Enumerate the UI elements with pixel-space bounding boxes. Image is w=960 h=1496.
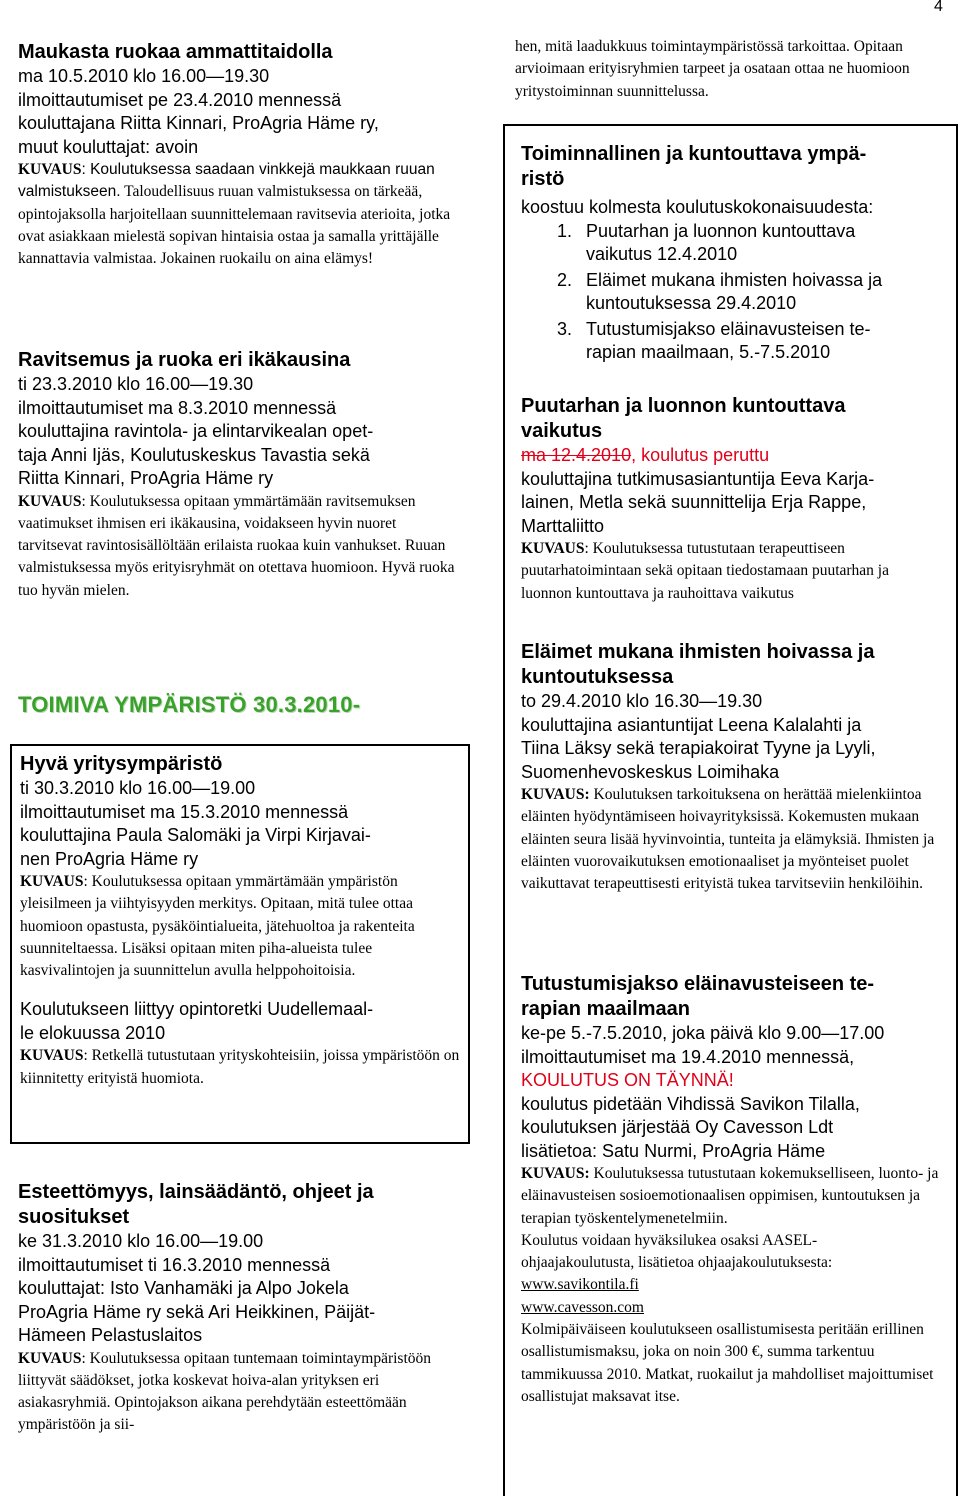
- course-title: Maukasta ruokaa ammattitaidolla: [18, 41, 333, 63]
- full-notice: KOULUTUS ON TÄYNNÄ!: [521, 1070, 734, 1090]
- course-tutustumisjakso: [521, 972, 951, 1408]
- desc-text: Taloudellisuus ruuan valmistuksessa on tärkeää, opintojaksolla harjoitellaan suunnittelemaan ravitsevia aterioita, jotka ovat asiakkaan mielestä sopivan hintaisia ostaa ja samalla yrittäjälle kannattavia valmistaa. Jokainen ruokailu on aina elämys!: [18, 183, 451, 268]
- course-meta-line: taja Anni Ijäs, Koulutuskeskus Tavastia sekä: [18, 444, 370, 465]
- course-title: Esteettömyys, lainsäädäntö, ohjeet ja suositukset: [18, 1181, 374, 1228]
- course-title: Eläimet mukana ihmisten hoivassa ja: [521, 641, 875, 663]
- course-meta-line: koulutus pidetään Vihdissä Savikon Tilalla,: [521, 1093, 860, 1114]
- desc-label: KUVAUS:: [521, 786, 590, 803]
- desc-lead: : Koulutuksessa saadaan vinkkejä maukkaan ruuan valmistukseen.: [18, 161, 435, 201]
- section-heading-toimiva: TOIMIVA YMPÄRISTÖ 30.3.2010-: [18, 692, 361, 717]
- course-meta-line: nen ProAgria Häme ry: [20, 848, 199, 869]
- cancellation-notice: [521, 444, 951, 468]
- course-title: Hyvä yritysympäristö: [20, 753, 223, 775]
- excursion-line: le elokuussa 2010: [20, 1022, 166, 1043]
- program-subtitle: koostuu kolmesta koulutuskokonaisuudesta:: [521, 197, 874, 217]
- course-description: [521, 538, 941, 605]
- list-item: [521, 318, 951, 365]
- item-line: Eläimet mukana ihmisten hoivassa ja: [586, 269, 883, 290]
- course-meta-line: Marttaliitto: [521, 515, 605, 536]
- page-number: 4: [934, 0, 943, 15]
- desc-label: KUVAUS: [18, 161, 82, 178]
- desc-label: KUVAUS: [18, 492, 82, 510]
- course-meta-line: ilmoittautumiset pe 23.4.2010 mennessä: [18, 89, 342, 110]
- accreditation-note: Koulutus voidaan hyväksilukea osaksi AASEL-ohjaajakoulutusta, lisätietoa ohjaajakoulutuksesta:: [521, 1231, 833, 1272]
- course-description: [18, 1348, 433, 1437]
- desc-label: KUVAUS: [18, 1349, 82, 1367]
- cancelled-text: , koulutus peruttu: [631, 445, 770, 465]
- item-line: Puutarhan ja luonnon kuntouttava: [586, 220, 856, 241]
- course-meta-line: ilmoittautumiset ma 15.3.2010 mennessä: [20, 801, 349, 822]
- course-meta-line: kouluttajana Riitta Kinnari, ProAgria Häme ry,: [18, 113, 379, 133]
- course-meta-line: Suomenhevoskeskus Loimihaka: [521, 761, 780, 782]
- cancelled-date: ma 12.4.2010: [521, 445, 632, 465]
- course-title: rapian maailmaan: [521, 998, 690, 1020]
- fee-note: Kolmipäiväiseen koulutukseen osallistumisesta peritään erillinen osallistumismaksu, joka on noin 300 €, summa tarkentuu tammikuussa 2010. Matkat, ruokailut ja mahdolliset majoittumiset osallistujat maksavat itse.: [521, 1321, 934, 1405]
- course-hyva: [20, 752, 460, 1090]
- link-text[interactable]: www.savikontila.fi: [521, 1276, 639, 1294]
- desc-text: Koulutuksen tarkoituksena on herättää mielenkiintoa eläinten hyödyntämiseen hoivayrityksissä. Kokemusten mukaan eläinten seura lisää hyvinvointia, tunteita ja elämyksiä. Ihmisten ja eläinten vuorovaikutuksen emotionaaliset ja myönteiset puolet vaikuttavat terapeuttisesti erityistä tukea tarvitseviin henkilöihin.: [521, 786, 935, 893]
- course-meta-line: to 29.4.2010 klo 16.30—19.30: [521, 691, 763, 711]
- course-title: Puutarhan ja luonnon kuntouttava: [521, 395, 846, 417]
- course-meta-line: ilmoittautumiset ma 19.4.2010 mennessä,: [521, 1046, 855, 1067]
- item-line: rapian maailmaan, 5.-7.5.2010: [586, 342, 831, 362]
- desc-text: : Retkellä tutustutaan yrityskohteisiin, joissa ympäristöön on kiinnitetty erityistä huomiota.: [20, 1047, 460, 1087]
- course-description: [18, 491, 458, 602]
- course-elaimet: [521, 640, 951, 895]
- course-meta-line: ilmoittautumiset ma 8.3.2010 mennessä: [18, 397, 337, 418]
- program-rehabilitative: [521, 142, 951, 367]
- course-meta-line: muut kouluttajat: avoin: [18, 136, 199, 157]
- course-description: [20, 871, 460, 982]
- course-meta-line: ke-pe 5.-7.5.2010, joka päivä klo 9.00—17.00: [521, 1023, 885, 1043]
- course-meta-line: kouluttajat: Isto Vanhamäki ja Alpo Jokela: [18, 1278, 349, 1298]
- course-meta-line: Tiina Läksy sekä terapiakoirat Tyyne ja Lyyli,: [521, 738, 876, 758]
- desc-text: : Koulutuksessa opitaan ymmärtämään ravitsemuksen vaatimukset ihmisen eri ikäkausina, voidakseen hyvin nuoret tarvitsevat ravintosisällöltään erilaista ruokaa kuin vanhukset. Ruuan valmistuksessa myös erityisryhmät on otettava huomioon. Hyvä ruoka tuo hyvän mielen.: [18, 492, 455, 599]
- course-description: [18, 159, 458, 270]
- item-number: 3.: [557, 318, 573, 339]
- item-line: vaikutus 12.4.2010: [586, 244, 738, 264]
- course-description: [521, 1163, 941, 1230]
- course-title: Tutustumisjakso eläinavusteiseen te-: [521, 973, 875, 995]
- course-meta-line: kouluttajina Paula Salomäki ja Virpi Kirjavai-: [20, 825, 371, 845]
- course-meta-line: ke 31.3.2010 klo 16.00—19.00: [18, 1231, 264, 1251]
- item-line: kuntoutuksessa 29.4.2010: [586, 293, 797, 313]
- list-item: [521, 220, 951, 267]
- course-puutarha: [521, 394, 951, 605]
- desc-text: : Koulutuksessa tutustutaan terapeuttiseen puutarhatoimintaan sekä opitaan tiedostamaan puutarhan ja luonnon kuntouttava ja rauhoittava vaikutus: [521, 540, 889, 602]
- desc-text: Koulutuksessa tutustutaan kokemukselliseen, luonto- ja eläinavusteisen sosioemotionaalisen oppimisen, kuntoutuksen ja terapian työskentelymenetelmiin.: [521, 1165, 939, 1227]
- course-meta-line: koulutuksen järjestää Oy Cavesson Ldt: [521, 1117, 834, 1137]
- list-item: [521, 269, 951, 316]
- program-title: ristö: [521, 168, 565, 190]
- course-meta-line: kouluttajina ravintola- ja elintarvikealan opet-: [18, 421, 374, 441]
- course-esteettomyys: [18, 1180, 470, 1437]
- course-meta-line: ProAgria Häme ry sekä Ari Heikkinen, Päijät-: [18, 1301, 376, 1322]
- course-meta-line: Riitta Kinnari, ProAgria Häme ry: [18, 468, 274, 488]
- desc-label: KUVAUS:: [521, 1165, 590, 1182]
- course-ravitsemus: [18, 348, 470, 602]
- program-items: [521, 220, 951, 365]
- course-meta-line: ilmoittautumiset ti 16.3.2010 mennessä: [18, 1254, 331, 1275]
- continued-description: hen, mitä laadukkuus toimintaympäristössä tarkoittaa. Opitaan arvioimaan erityisryhmien tarpeet ja osataan ottaa ne huomioon yritystoiminnan suunnittelussa.: [515, 38, 910, 100]
- course-meta-line: kouluttajina asiantuntijat Leena Kalalahti ja: [521, 714, 862, 735]
- course-meta-line: ti 23.3.2010 klo 16.00—19.30: [18, 374, 254, 394]
- item-number: 1.: [557, 220, 573, 241]
- course-meta-line: lisätietoa: Satu Nurmi, ProAgria Häme: [521, 1140, 826, 1161]
- program-title: Toiminnallinen ja kuntouttava ympä-: [521, 143, 867, 165]
- course-title: vaikutus: [521, 420, 603, 442]
- desc-label: KUVAUS: [20, 1047, 84, 1065]
- desc-label: KUVAUS: [521, 540, 585, 557]
- desc-label: KUVAUS: [20, 873, 84, 890]
- course-title: Ravitsemus ja ruoka eri ikäkausina: [18, 349, 351, 371]
- course-meta-line: kouluttajina tutkimusasiantuntija Eeva Karja-: [521, 468, 875, 489]
- desc-text: : Koulutuksessa opitaan ymmärtämään ympäristön yleisilmeen ja viihtyisyyden merkitys. Opitaan, mitä tulee ottaa huomioon opastusta, pysäköintialueita, jätehuoltoa ja rakenteita suunniteltaessa. Lisäksi opitaan miten piha-alueista tulee kasvivalintojen ja suunnittelun avulla helppohoitoisia.: [20, 873, 415, 980]
- desc-text: : Koulutuksessa opitaan tuntemaan toimintaympäristöön liittyvät säädökset, jotka koskevat hoiva-alan yrityksen eri asiakasryhmiä. Opintojakson aikana perehdytään esteettömään ympäristöön ja sii-: [18, 1349, 432, 1434]
- course-description: [521, 784, 941, 895]
- excursion-description: [20, 1045, 460, 1090]
- item-line: Tutustumisjakso eläinavusteisen te-: [586, 318, 871, 339]
- excursion-line: Koulutukseen liittyy opintoretki Uudellemaal-: [20, 999, 374, 1020]
- course-meta-line: ti 30.3.2010 klo 16.00—19.00: [20, 778, 256, 798]
- course-meta-line: lainen, Metla sekä suunnittelija Erja Rappe,: [521, 492, 867, 512]
- course-title: kuntoutuksessa: [521, 666, 674, 688]
- link-cavesson[interactable]: [521, 1297, 951, 1319]
- course-meta-line: Hämeen Pelastuslaitos: [18, 1325, 203, 1345]
- link-text[interactable]: www.cavesson.com: [521, 1298, 644, 1316]
- item-number: 2.: [557, 269, 573, 290]
- course-maukasta: [18, 40, 470, 270]
- course-meta-line: ma 10.5.2010 klo 16.00—19.30: [18, 66, 270, 86]
- link-savikontila[interactable]: [521, 1274, 951, 1296]
